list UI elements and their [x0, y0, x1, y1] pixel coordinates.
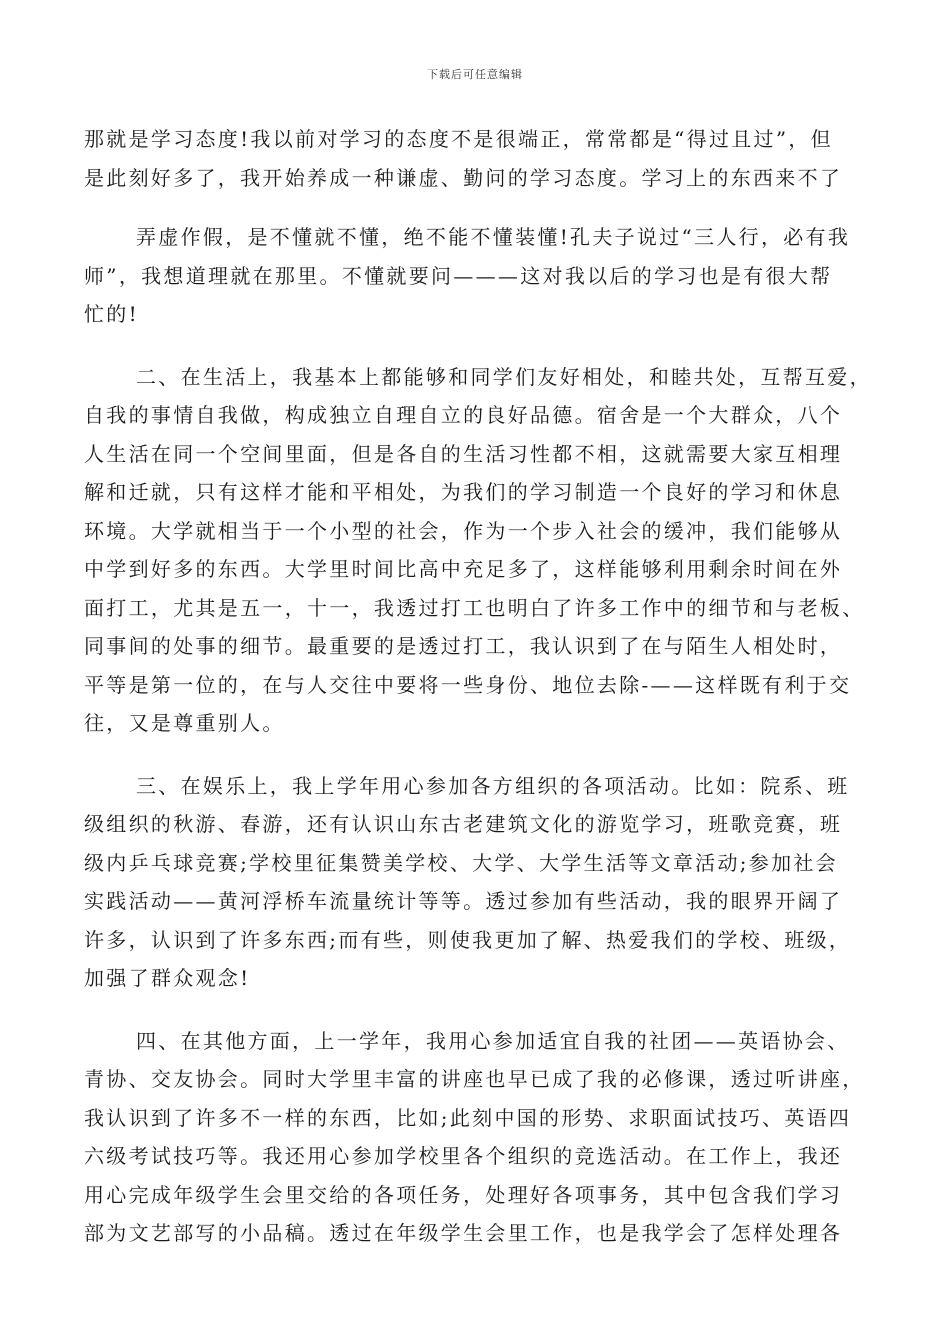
text-line: 我认识到了许多不一样的东西，比如;此刻中国的形势、求职面试技巧、英语四 — [84, 1105, 852, 1130]
text-line: 平等是第一位的，在与人交往中要将一些身份、地位去除-——这样既有利于交 — [84, 672, 852, 697]
text-line: 同事间的处事的细节。最重要的是透过打工，我认识到了在与陌生人相处时， — [84, 634, 843, 658]
text-line: 三、在娱乐上，我上学年用心参加各方组织的各项活动。比如：院系、班 — [136, 773, 850, 798]
text-line: 四、在其他方面，上一学年，我用心参加适宜自我的社团——英语协会、 — [136, 1028, 850, 1053]
paragraph — [84, 120, 874, 197]
text-line: 部为文艺部写的小品稿。透过在年级学生会里工作，也是我学会了怎样处理各 — [84, 1221, 843, 1245]
document-body — [84, 120, 874, 1253]
text-line: 环境。大学就相当于一个小型的社会，作为一个步入社会的缓冲，我们能够从 — [84, 518, 843, 543]
text-line: 六级考试技巧等。我还用心参加学校里各个组织的竞选活动。在工作上，我还 — [84, 1144, 843, 1168]
text-line: 人生活在同一个空间里面，但是各自的生活习性都不相，这就需要大家互相理 — [84, 441, 843, 466]
text-line: 是此刻好多了，我开始养成一种谦虚、勤问的学习态度。学习上的东西来不了 — [84, 165, 843, 190]
text-line: 弄虚作假，是不懂就不懂，绝不能不懂装懂!孔夫子说过“三人行，必有我 — [136, 225, 851, 249]
text-line: 许多，认识到了许多东西;而有些，则使我更加了解、热爱我们的学校、班级， — [84, 927, 852, 952]
text-line: 中学到好多的东西。大学里时间比高中充足多了，这样能够利用剩余时间在外 — [84, 557, 843, 581]
paragraph — [84, 1022, 874, 1253]
text-line: 二、在生活上，我基本上都能够和同学们友好相处，和睦共处，互帮互爱， — [136, 364, 872, 389]
paragraph — [84, 358, 874, 743]
text-line: 级组织的秋游、春游，还有认识山东古老建筑文化的游览学习，班歌竞赛，班 — [84, 812, 843, 836]
text-line: 用心完成年级学生会里交给的各项任务，处理好各项事务，其中包含我们学习 — [84, 1182, 843, 1207]
text-line: 解和迁就，只有这样才能和平相处，为我们的学习制造一个良好的学习和休息 — [84, 480, 843, 504]
text-line: 往，又是尊重别人。 — [84, 711, 285, 735]
text-line: 级内乒乓球竞赛;学校里征集赞美学校、大学、大学生活等文章活动;参加社会 — [84, 850, 838, 875]
text-line: 实践活动——黄河浮桥车流量统计等等。透过参加有些活动，我的眼界开阔了 — [84, 889, 843, 913]
text-line: 师”，我想道理就在那里。不懂就要问———这对我以后的学习也是有很大帮 — [84, 263, 833, 288]
paragraph — [84, 218, 874, 334]
text-line: 自我的事情自我做，构成独立自理自立的良好品德。宿舍是一个大群众，八个 — [84, 403, 843, 427]
page-header: 下载后可任意编辑 — [427, 68, 523, 81]
text-line: 忙的! — [84, 302, 139, 326]
text-line: 那就是学习态度!我以前对学习的态度不是很端正，常常都是“得过且过”，但 — [84, 127, 833, 151]
paragraph — [84, 767, 874, 998]
text-line: 青协、交友协会。同时大学里丰富的讲座也早已成了我的必修课，透过听讲座， — [84, 1067, 865, 1091]
text-line: 加强了群众观念! — [84, 966, 251, 990]
text-line: 面打工，尤其是五一，十一，我透过打工也明白了许多工作中的细节和与老板、 — [84, 595, 865, 620]
